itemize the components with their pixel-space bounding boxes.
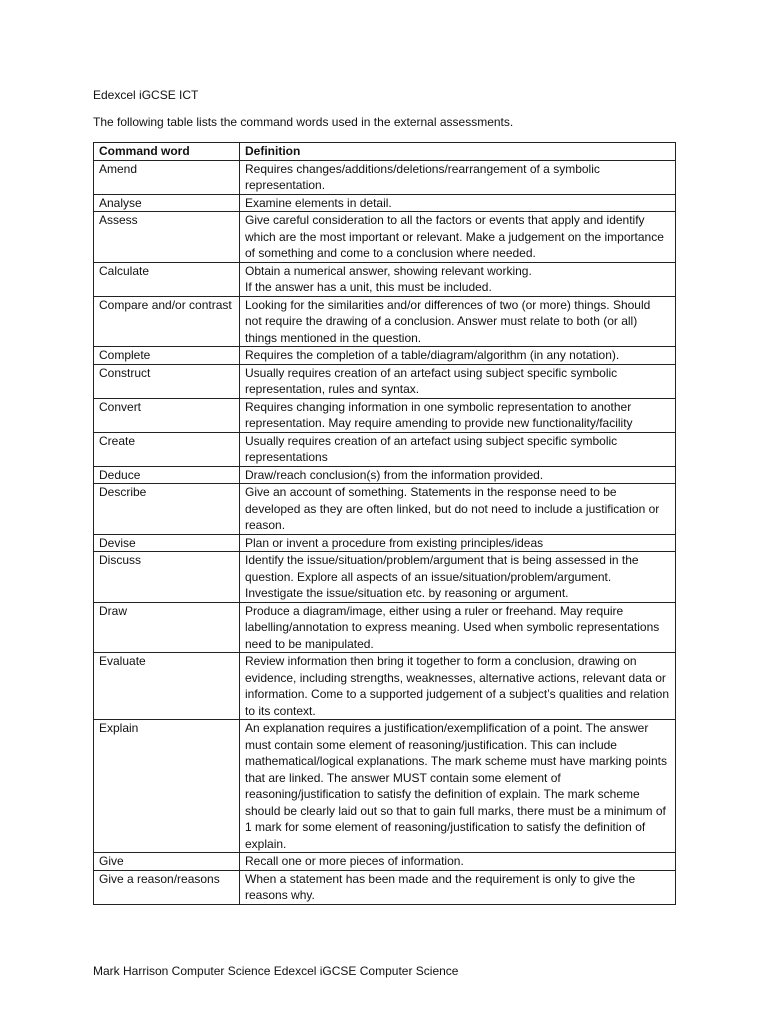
table-row	[94, 347, 676, 365]
command-word-cell: Convert	[94, 398, 240, 432]
command-word-cell: Devise	[94, 534, 240, 552]
command-word-cell: Construct	[94, 364, 240, 398]
definition-cell: Give an account of something. Statements in the response need to be developed as they are often linked, but do not need to include a justification or reason.	[240, 484, 676, 535]
definition-cell: Give careful consideration to all the factors or events that apply and identify which are the most important or relevant. Make a judgement on the importance of something and come to a conclusion where needed.	[240, 212, 676, 263]
command-words-table	[93, 142, 676, 905]
command-word-cell: Calculate	[94, 262, 240, 296]
table-body	[94, 160, 676, 904]
definition-cell: Identify the issue/situation/problem/argument that is being assessed in the question. Explore all aspects of an issue/situation/problem/argument. Investigate the issue/situation etc. by reasoning or argument.	[240, 552, 676, 603]
page-footer: Mark Harrison Computer Science Edexcel iGCSE Computer Science	[93, 964, 459, 978]
table-row	[94, 160, 676, 194]
command-word-cell: Amend	[94, 160, 240, 194]
command-word-cell: Compare and/or contrast	[94, 296, 240, 347]
table-row	[94, 398, 676, 432]
table-row	[94, 653, 676, 720]
table-row	[94, 364, 676, 398]
table-row	[94, 720, 676, 853]
table-row	[94, 296, 676, 347]
table-row	[94, 262, 676, 296]
definition-cell: Requires changing information in one symbolic representation to another representation. May require amending to provide new functionality/facility	[240, 398, 676, 432]
command-word-cell: Assess	[94, 212, 240, 263]
table-row	[94, 870, 676, 904]
definition-cell: Usually requires creation of an artefact using subject specific symbolic representations	[240, 432, 676, 466]
command-word-cell: Deduce	[94, 466, 240, 484]
definition-cell: Usually requires creation of an artefact using subject specific symbolic representation, rules and syntax.	[240, 364, 676, 398]
column-header-definition: Definition	[240, 143, 676, 161]
table-row	[94, 602, 676, 653]
command-word-cell: Evaluate	[94, 653, 240, 720]
table-row	[94, 432, 676, 466]
definition-cell: Review information then bring it together to form a conclusion, drawing on evidence, including strengths, weaknesses, alternative actions, relevant data or information. Come to a supported judgement of a subject’s qualities and relation to its context.	[240, 653, 676, 720]
table-row	[94, 212, 676, 263]
table-row	[94, 853, 676, 871]
definition-cell: Examine elements in detail.	[240, 194, 676, 212]
table-row	[94, 484, 676, 535]
command-word-cell: Describe	[94, 484, 240, 535]
definition-cell: When a statement has been made and the requirement is only to give the reasons why.	[240, 870, 676, 904]
command-word-cell: Give a reason/reasons	[94, 870, 240, 904]
intro-text: The following table lists the command words used in the external assessments.	[93, 115, 514, 129]
definition-cell: Requires changes/additions/deletions/rearrangement of a symbolic representation.	[240, 160, 676, 194]
command-word-cell: Discuss	[94, 552, 240, 603]
command-word-cell: Give	[94, 853, 240, 871]
column-header-command-word: Command word	[94, 143, 240, 161]
table-header-row	[94, 143, 676, 161]
definition-cell: An explanation requires a justification/exemplification of a point. The answer must contain some element of reasoning/justification. This can include mathematical/logical explanations. The mark scheme must have marking points that are linked. The answer MUST contain some element of reasoning/justification to satisfy the definition of explain. The mark scheme should be clearly laid out so that to gain full marks, there must be a minimum of 1 mark for some element of reasoning/justification to satisfy the definition of explain.	[240, 720, 676, 853]
command-word-cell: Complete	[94, 347, 240, 365]
definition-cell: Recall one or more pieces of information.	[240, 853, 676, 871]
definition-cell: Produce a diagram/image, either using a ruler or freehand. May require labelling/annotation to express meaning. Used when symbolic representations need to be manipulated.	[240, 602, 676, 653]
definition-cell: Looking for the similarities and/or differences of two (or more) things. Should not require the drawing of a conclusion. Answer must relate to both (or all) things mentioned in the question.	[240, 296, 676, 347]
definition-cell: Draw/reach conclusion(s) from the information provided.	[240, 466, 676, 484]
table-row	[94, 466, 676, 484]
table-row	[94, 552, 676, 603]
command-word-cell: Draw	[94, 602, 240, 653]
command-word-cell: Analyse	[94, 194, 240, 212]
page-header: Edexcel iGCSE ICT	[93, 88, 199, 102]
definition-cell: Requires the completion of a table/diagram/algorithm (in any notation).	[240, 347, 676, 365]
definition-cell: Plan or invent a procedure from existing principles/ideas	[240, 534, 676, 552]
definition-cell: Obtain a numerical answer, showing relevant working. If the answer has a unit, this must be included.	[240, 262, 676, 296]
table-row	[94, 194, 676, 212]
command-word-cell: Explain	[94, 720, 240, 853]
command-word-cell: Create	[94, 432, 240, 466]
table-row	[94, 534, 676, 552]
